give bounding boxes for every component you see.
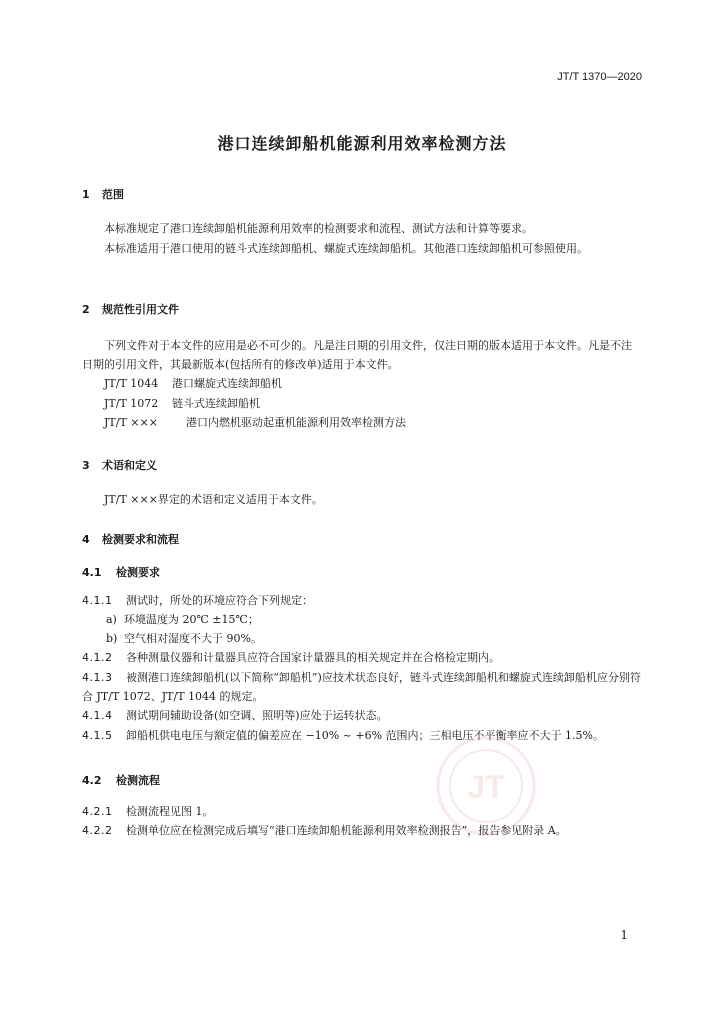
subsection-4-1-heading bbox=[82, 564, 160, 580]
section-title: 范围 bbox=[102, 188, 124, 201]
reference-title: 港口螺旋式连续卸船机 bbox=[172, 377, 282, 390]
list-text: 环境温度为 20℃ ±15℃； bbox=[124, 613, 259, 626]
section-3-heading bbox=[82, 457, 157, 473]
clause-number: 4.2.1 bbox=[82, 805, 113, 818]
clause-text: 卸船机供电电压与额定值的偏差应在 −10% ~ +6% 范围内；三相电压不平衡率应不大于 1.5%。 bbox=[126, 729, 604, 742]
paragraph: 本标准适用于港口使用的链斗式连续卸船机、螺旋式连续卸船机。其他港口连续卸船机可参照使用。 bbox=[104, 242, 588, 255]
clause-4-2-1 bbox=[82, 803, 214, 819]
reference-code: JT/T 1044 bbox=[104, 377, 159, 390]
clause-number: 4.1.5 bbox=[82, 729, 113, 742]
clause-4-1-4 bbox=[82, 707, 388, 723]
clause-4-1-3 bbox=[82, 668, 642, 706]
section-2-heading bbox=[82, 301, 179, 317]
clause-text: 检测单位应在检测完成后填写“港口连续卸船机能源利用效率检测报告”，报告参见附录 A。 bbox=[126, 824, 567, 837]
reference-code: JT/T ××× bbox=[104, 416, 158, 429]
section-title: 规范性引用文件 bbox=[102, 303, 179, 316]
clause-text: 被测港口连续卸船机(以下简称“卸船机”)应技术状态良好，链斗式连续卸船机和螺旋式连续卸船机应分别符合 JT/T 1072、JT/T 1044 的规定。 bbox=[82, 671, 641, 703]
reference-title: 链斗式连续卸船机 bbox=[172, 397, 260, 410]
clause-number: 4.1.3 bbox=[82, 671, 113, 684]
clause-text: 各种测量仪器和计量器具应符合国家计量器具的相关规定并在合格检定期内。 bbox=[126, 651, 500, 664]
clause-text: 测试期间辅助设备(如空调、照明等)应处于运转状态。 bbox=[126, 709, 388, 722]
reference-item bbox=[104, 395, 260, 411]
page-number: 1 bbox=[620, 928, 628, 942]
list-label: b) bbox=[106, 632, 118, 645]
paragraph: 下列文件对于本文件的应用是必不可少的。凡是注日期的引用文件，仅注日期的版本适用于本文件。凡是不注日期的引用文件，其最新版本(包括所有的修改单)适用于本文件。 bbox=[82, 339, 632, 371]
section-4-heading bbox=[82, 531, 179, 547]
section-title: 检测流程 bbox=[116, 774, 160, 787]
section-number: 3 bbox=[82, 459, 90, 472]
paragraph: JT/T ×××界定的术语和定义适用于本文件。 bbox=[104, 493, 323, 506]
section-number: 1 bbox=[82, 188, 90, 201]
section-title: 术语和定义 bbox=[102, 459, 157, 472]
reference-code: JT/T 1072 bbox=[104, 397, 159, 410]
section-number: 4.2 bbox=[82, 774, 102, 787]
section-number: 4.1 bbox=[82, 566, 102, 579]
list-item bbox=[106, 611, 259, 627]
list-label: a) bbox=[106, 613, 117, 626]
clause-number: 4.1.4 bbox=[82, 709, 113, 722]
standard-code: JT/T 1370—2020 bbox=[557, 71, 642, 83]
clause-4-1-1 bbox=[82, 592, 313, 608]
list-item bbox=[106, 630, 262, 646]
clause-number: 4.1.1 bbox=[82, 594, 113, 607]
clause-4-1-2 bbox=[82, 649, 500, 665]
stamp-text: JT bbox=[467, 769, 505, 805]
jt-watermark-stamp bbox=[434, 734, 538, 838]
section-number: 4 bbox=[82, 533, 90, 546]
clause-4-1-5 bbox=[82, 726, 642, 745]
section-title: 检测要求和流程 bbox=[102, 533, 179, 546]
clause-text: 测试时，所处的环境应符合下列规定： bbox=[126, 594, 313, 607]
paragraph: 本标准规定了港口连续卸船机能源利用效率的检测要求和流程、测试方法和计算等要求。 bbox=[104, 222, 533, 235]
clause-number: 4.2.2 bbox=[82, 824, 113, 837]
reference-item bbox=[104, 375, 282, 391]
section-title: 检测要求 bbox=[116, 566, 160, 579]
subsection-4-2-heading bbox=[82, 772, 160, 788]
section-number: 2 bbox=[82, 303, 90, 316]
document-title: 港口连续卸船机能源利用效率检测方法 bbox=[217, 134, 507, 153]
reference-item bbox=[104, 414, 406, 430]
list-text: 空气相对湿度不大于 90%。 bbox=[124, 632, 262, 645]
section-1-heading bbox=[82, 186, 124, 202]
clause-text: 检测流程见图 1。 bbox=[126, 805, 214, 818]
reference-title: 港口内燃机驱动起重机能源利用效率检测方法 bbox=[186, 416, 406, 429]
clause-number: 4.1.2 bbox=[82, 651, 113, 664]
